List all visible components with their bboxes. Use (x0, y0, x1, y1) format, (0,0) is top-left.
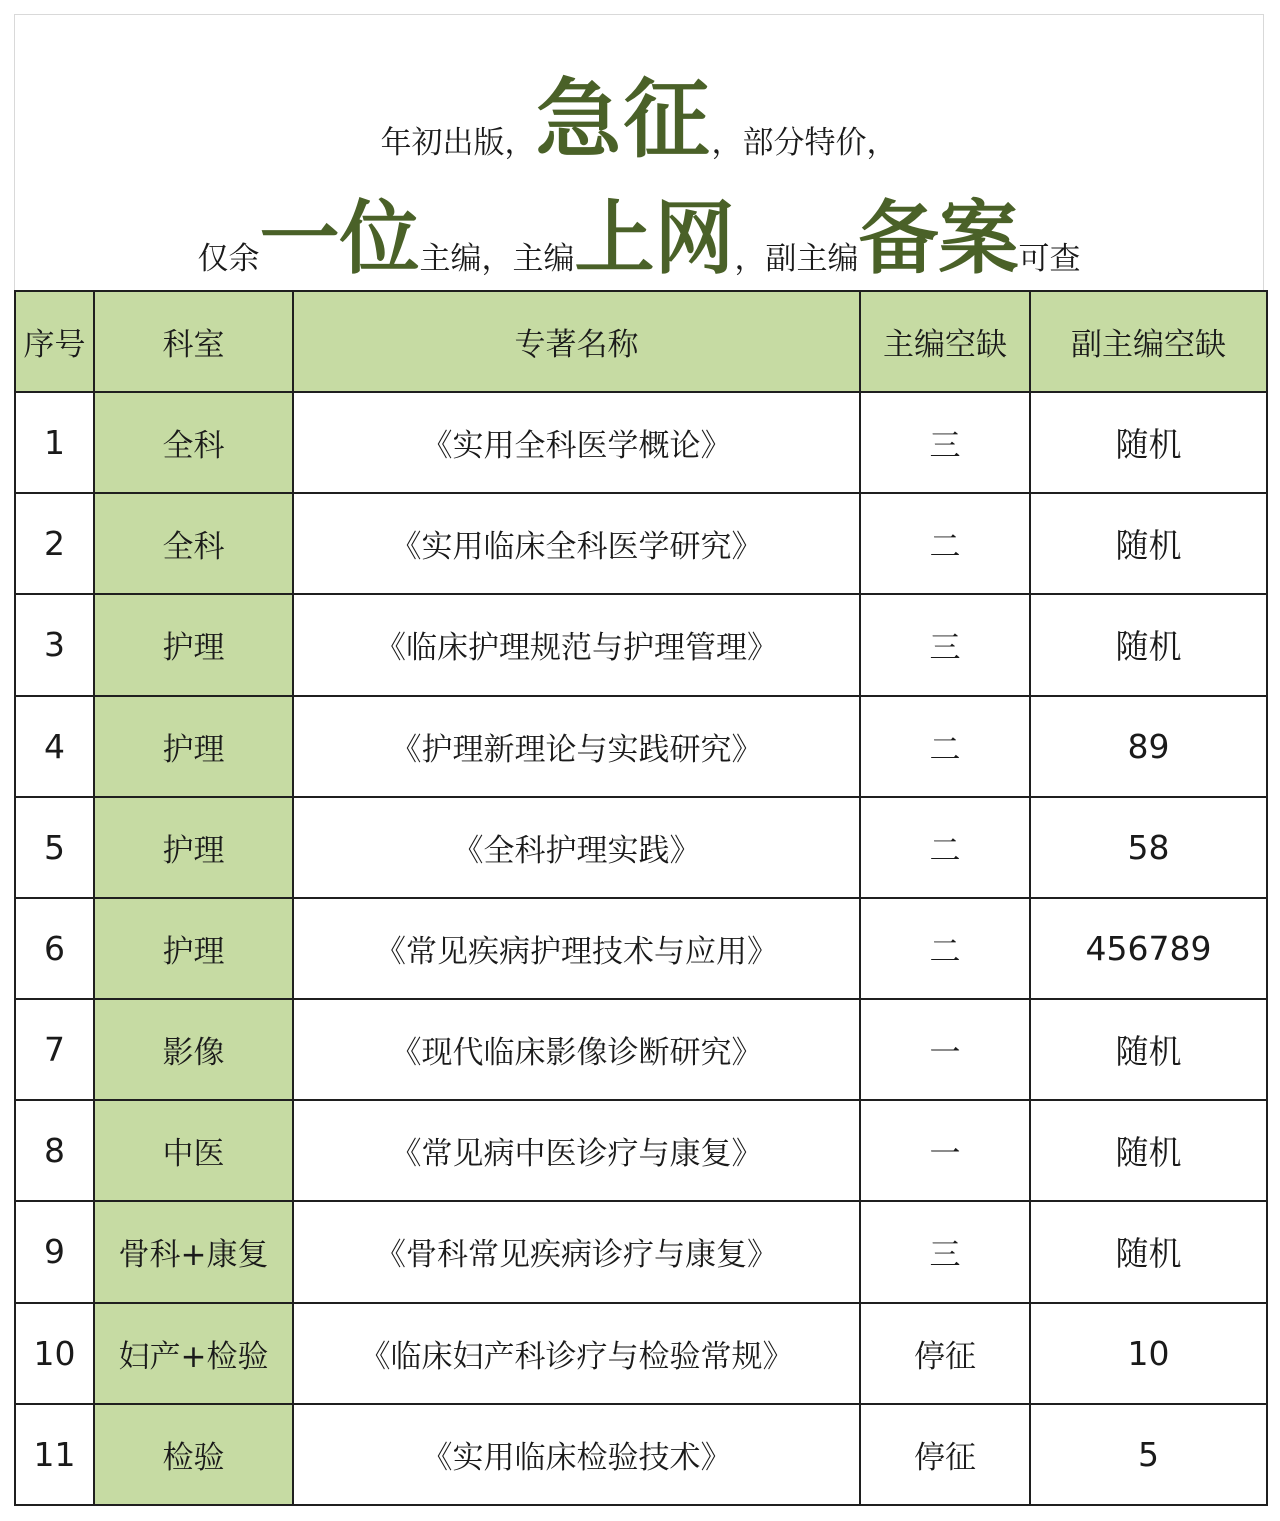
cell-serial: 8 (15, 1100, 94, 1201)
cell-deputy-editor-vacancy: 随机 (1030, 1201, 1267, 1302)
banner-text: 年初出版， (380, 125, 536, 161)
cell-chief-editor-vacancy: 二 (860, 898, 1030, 999)
banner-text: ，部分特价， (711, 125, 898, 161)
table-row (15, 392, 1267, 493)
banner-highlight: 备案 (858, 192, 1019, 285)
cell-deputy-editor-vacancy: 456789 (1030, 898, 1267, 999)
cell-book-title: 《护理新理论与实践研究》 (293, 696, 860, 797)
cell-book-title: 《全科护理实践》 (293, 797, 860, 898)
books-table (14, 290, 1268, 1506)
table-row (15, 493, 1267, 594)
cell-book-title: 《实用全科医学概论》 (293, 392, 860, 493)
cell-deputy-editor-vacancy: 随机 (1030, 594, 1267, 695)
cell-chief-editor-vacancy: 二 (860, 493, 1030, 594)
cell-department: 影像 (94, 999, 293, 1100)
cell-deputy-editor-vacancy: 10 (1030, 1303, 1267, 1404)
cell-chief-editor-vacancy: 三 (860, 392, 1030, 493)
cell-serial: 6 (15, 898, 94, 999)
cell-department: 全科 (94, 493, 293, 594)
banner-line-1 (15, 45, 1263, 170)
cell-serial: 5 (15, 797, 94, 898)
cell-department: 护理 (94, 898, 293, 999)
cell-deputy-editor-vacancy: 随机 (1030, 493, 1267, 594)
cell-chief-editor-vacancy: 停征 (860, 1404, 1030, 1505)
table-row (15, 1100, 1267, 1201)
cell-deputy-editor-vacancy: 58 (1030, 797, 1267, 898)
cell-serial: 3 (15, 594, 94, 695)
banner-text: 主编，主编 (419, 241, 575, 277)
cell-book-title: 《现代临床影像诊断研究》 (293, 999, 860, 1100)
cell-serial: 4 (15, 696, 94, 797)
cell-chief-editor-vacancy: 三 (860, 594, 1030, 695)
cell-book-title: 《实用临床全科医学研究》 (293, 493, 860, 594)
cell-deputy-editor-vacancy: 随机 (1030, 999, 1267, 1100)
cell-serial: 7 (15, 999, 94, 1100)
header-deputy-editor-vacancy: 副主编空缺 (1030, 291, 1267, 392)
table-row (15, 1201, 1267, 1302)
cell-department: 骨科+康复 (94, 1201, 293, 1302)
banner-highlight: 上网 (574, 192, 735, 285)
table-row (15, 1303, 1267, 1404)
banner-highlight: 急征 (535, 70, 712, 170)
header-serial: 序号 (15, 291, 94, 392)
cell-book-title: 《临床妇产科诊疗与检验常规》 (293, 1303, 860, 1404)
cell-chief-editor-vacancy: 停征 (860, 1303, 1030, 1404)
cell-book-title: 《常见疾病护理技术与应用》 (293, 898, 860, 999)
cell-department: 护理 (94, 797, 293, 898)
cell-serial: 11 (15, 1404, 94, 1505)
cell-department: 护理 (94, 696, 293, 797)
cell-book-title: 《实用临床检验技术》 (293, 1404, 860, 1505)
table-row (15, 594, 1267, 695)
cell-department: 中医 (94, 1100, 293, 1201)
cell-serial: 9 (15, 1201, 94, 1302)
cell-department: 妇产+检验 (94, 1303, 293, 1404)
banner-highlight: 一位 (259, 192, 420, 285)
cell-book-title: 《临床护理规范与护理管理》 (293, 594, 860, 695)
cell-deputy-editor-vacancy: 89 (1030, 696, 1267, 797)
cell-chief-editor-vacancy: 一 (860, 999, 1030, 1100)
cell-chief-editor-vacancy: 三 (860, 1201, 1030, 1302)
table-row (15, 1404, 1267, 1505)
cell-serial: 1 (15, 392, 94, 493)
cell-department: 检验 (94, 1404, 293, 1505)
cell-book-title: 《常见病中医诊疗与康复》 (293, 1100, 860, 1201)
cell-chief-editor-vacancy: 一 (860, 1100, 1030, 1201)
header-chief-editor-vacancy: 主编空缺 (860, 291, 1030, 392)
banner-line-2 (15, 175, 1263, 285)
banner-text: 仅余 (197, 241, 260, 277)
header-book-title: 专著名称 (293, 291, 860, 392)
cell-deputy-editor-vacancy: 5 (1030, 1404, 1267, 1505)
promo-banner (14, 14, 1264, 290)
table-row (15, 999, 1267, 1100)
banner-text: ，副主编 (734, 241, 859, 277)
table-row (15, 797, 1267, 898)
cell-book-title: 《骨科常见疾病诊疗与康复》 (293, 1201, 860, 1302)
header-department: 科室 (94, 291, 293, 392)
cell-serial: 2 (15, 493, 94, 594)
cell-serial: 10 (15, 1303, 94, 1404)
cell-chief-editor-vacancy: 二 (860, 797, 1030, 898)
cell-deputy-editor-vacancy: 随机 (1030, 1100, 1267, 1201)
cell-chief-editor-vacancy: 二 (860, 696, 1030, 797)
cell-department: 全科 (94, 392, 293, 493)
table-row (15, 696, 1267, 797)
cell-deputy-editor-vacancy: 随机 (1030, 392, 1267, 493)
cell-department: 护理 (94, 594, 293, 695)
table-header-row (15, 291, 1267, 392)
table-row (15, 898, 1267, 999)
banner-text: 可查 (1018, 241, 1081, 277)
